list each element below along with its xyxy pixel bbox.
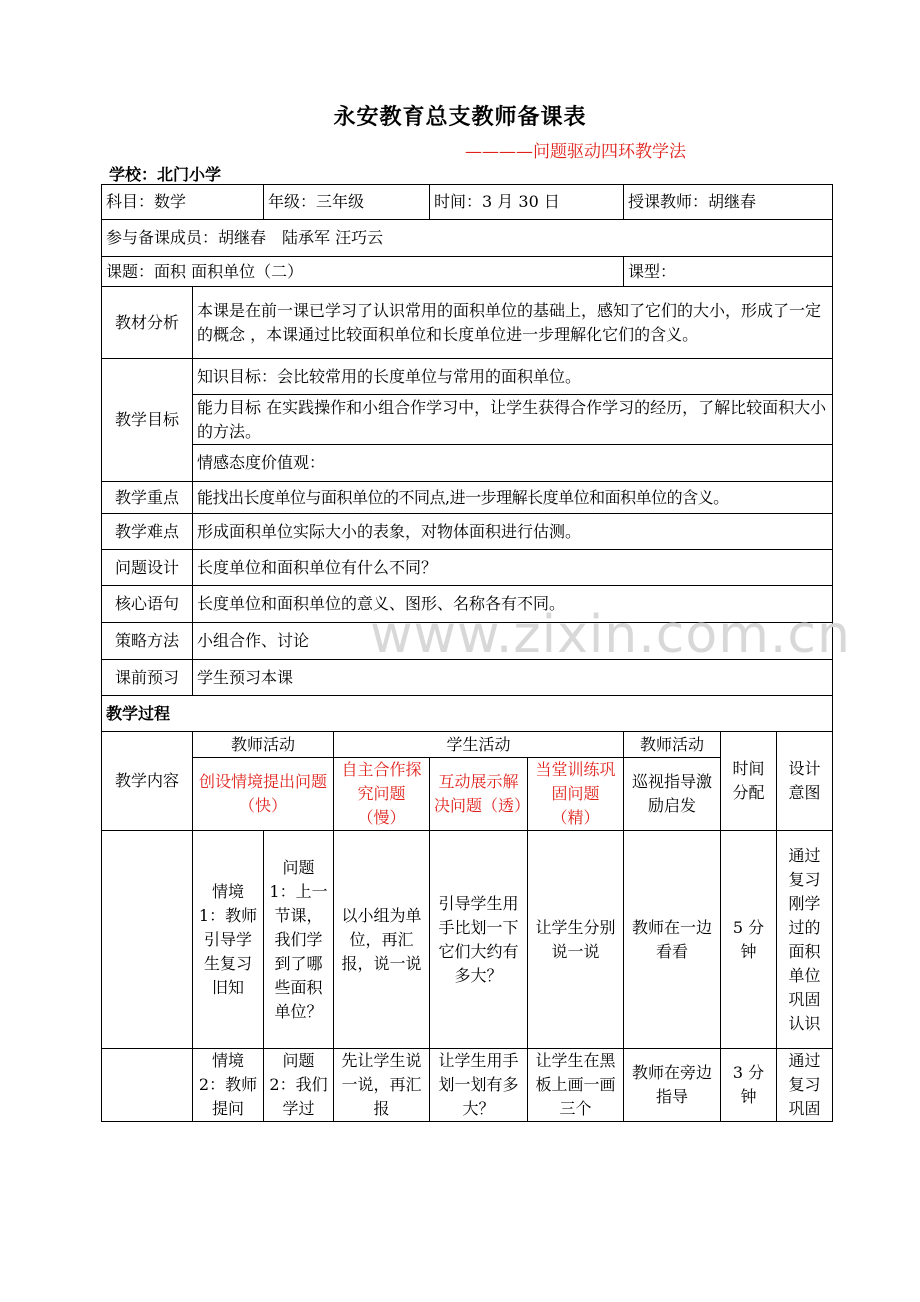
intent-header: 设计意图 <box>777 732 833 831</box>
question-cell: 问题 2：我们学过 <box>264 1049 334 1122</box>
time-cell: 3 分钟 <box>721 1049 777 1122</box>
time-header: 时间分配 <box>721 732 777 831</box>
content-cell <box>102 1049 193 1122</box>
difficulty-label: 教学难点 <box>102 514 193 550</box>
members-cell: 参与备课成员：胡继春 陆承军 汪巧云 <box>102 220 833 257</box>
analysis-label: 教材分析 <box>102 287 193 359</box>
phase-show: 互动展示解决问题（透） <box>430 758 528 831</box>
key-label: 教学重点 <box>102 482 193 514</box>
phase-guide: 巡视指导激励启发 <box>624 758 721 831</box>
page-subtitle: ————问题驱动四环教学法 <box>465 142 686 162</box>
preview-label: 课前预习 <box>102 660 193 696</box>
process-row <box>102 1049 833 1122</box>
process-heading: 教学过程 <box>102 696 833 732</box>
teacher-activity-header-2: 教师活动 <box>624 732 721 758</box>
school-name: 学校：北门小学 <box>109 165 222 184</box>
show-cell: 引导学生用手比划一下它们大约有多大？ <box>430 831 528 1049</box>
goal-knowledge: 知识目标：会比较常用的长度单位与常用的面积单位。 <box>193 359 833 395</box>
subject-cell: 科目：数学 <box>102 185 264 220</box>
info-row <box>102 185 833 220</box>
content-cell <box>102 831 193 1049</box>
question-text: 长度单位和面积单位有什么不同？ <box>193 550 833 586</box>
strategy-text: 小组合作、讨论 <box>193 623 833 660</box>
page-title: 永安教育总支教师备课表 <box>333 104 587 130</box>
explore-cell: 以小组为单位，再汇报，说一说 <box>334 831 430 1049</box>
phase-train: 当堂训练巩固问题（精） <box>528 758 624 831</box>
situation-cell: 情境 1：教师引导学生复习旧知 <box>193 831 264 1049</box>
goals-label: 教学目标 <box>102 359 193 482</box>
explore-cell: 先让学生说一说，再汇报 <box>334 1049 430 1122</box>
goal-ability: 能力目标 在实践操作和小组合作学习中，让学生获得合作学习的经历，了解比较面积大小的方法。 <box>193 395 833 445</box>
question-cell: 问题 1：上一节课，我们学到了哪些面积单位？ <box>264 831 334 1049</box>
intent-cell: 通过复习巩固 <box>777 1049 833 1122</box>
core-label: 核心语句 <box>102 586 193 623</box>
teacher-cell: 授课教师：胡继春 <box>624 185 833 220</box>
teacher-activity-header: 教师活动 <box>193 732 334 758</box>
train-cell: 让学生分别说一说 <box>528 831 624 1049</box>
guide-cell: 教师在旁边指导 <box>624 1049 721 1122</box>
phase-explore: 自主合作探究问题（慢） <box>334 758 430 831</box>
process-row <box>102 831 833 1049</box>
preview-text: 学生预习本课 <box>193 660 833 696</box>
student-activity-header: 学生活动 <box>334 732 624 758</box>
intent-cell: 通过复习刚学过的面积单位巩固认识 <box>777 831 833 1049</box>
analysis-text: 本课是在前一课已学习了认识常用的面积单位的基础上，感知了它们的大小，形成了一定的概念 ，本课通过比较面积单位和长度单位进一步理解化它们的含义。 <box>193 287 833 359</box>
core-text: 长度单位和面积单位的意义、图形、名称各有不同。 <box>193 586 833 623</box>
grade-cell: 年级：三年级 <box>264 185 430 220</box>
content-header: 教学内容 <box>102 732 193 831</box>
goal-emotion: 情感态度价值观： <box>193 445 833 482</box>
difficulty-text: 形成面积单位实际大小的表象，对物体面积进行估测。 <box>193 514 833 550</box>
time-cell: 5 分钟 <box>721 831 777 1049</box>
train-cell: 让学生在黑板上画一画三个 <box>528 1049 624 1122</box>
question-label: 问题设计 <box>102 550 193 586</box>
type-cell: 课型： <box>624 257 833 287</box>
show-cell: 让学生用手划一划有多大？ <box>430 1049 528 1122</box>
guide-cell: 教师在一边看看 <box>624 831 721 1049</box>
watermark: www.zixin.com.cn <box>370 605 851 665</box>
lesson-plan-table <box>101 184 833 1122</box>
time-cell: 时间：3 月 30 日 <box>430 185 624 220</box>
topic-cell: 课题：面积 面积单位（二） <box>102 257 624 287</box>
key-text: 能找出长度单位与面积单位的不同点,进一步理解长度单位和面积单位的含义。 <box>193 482 833 514</box>
phase-create: 创设情境提出问题（快） <box>193 758 334 831</box>
situation-cell: 情境 2：教师提问 <box>193 1049 264 1122</box>
strategy-label: 策略方法 <box>102 623 193 660</box>
